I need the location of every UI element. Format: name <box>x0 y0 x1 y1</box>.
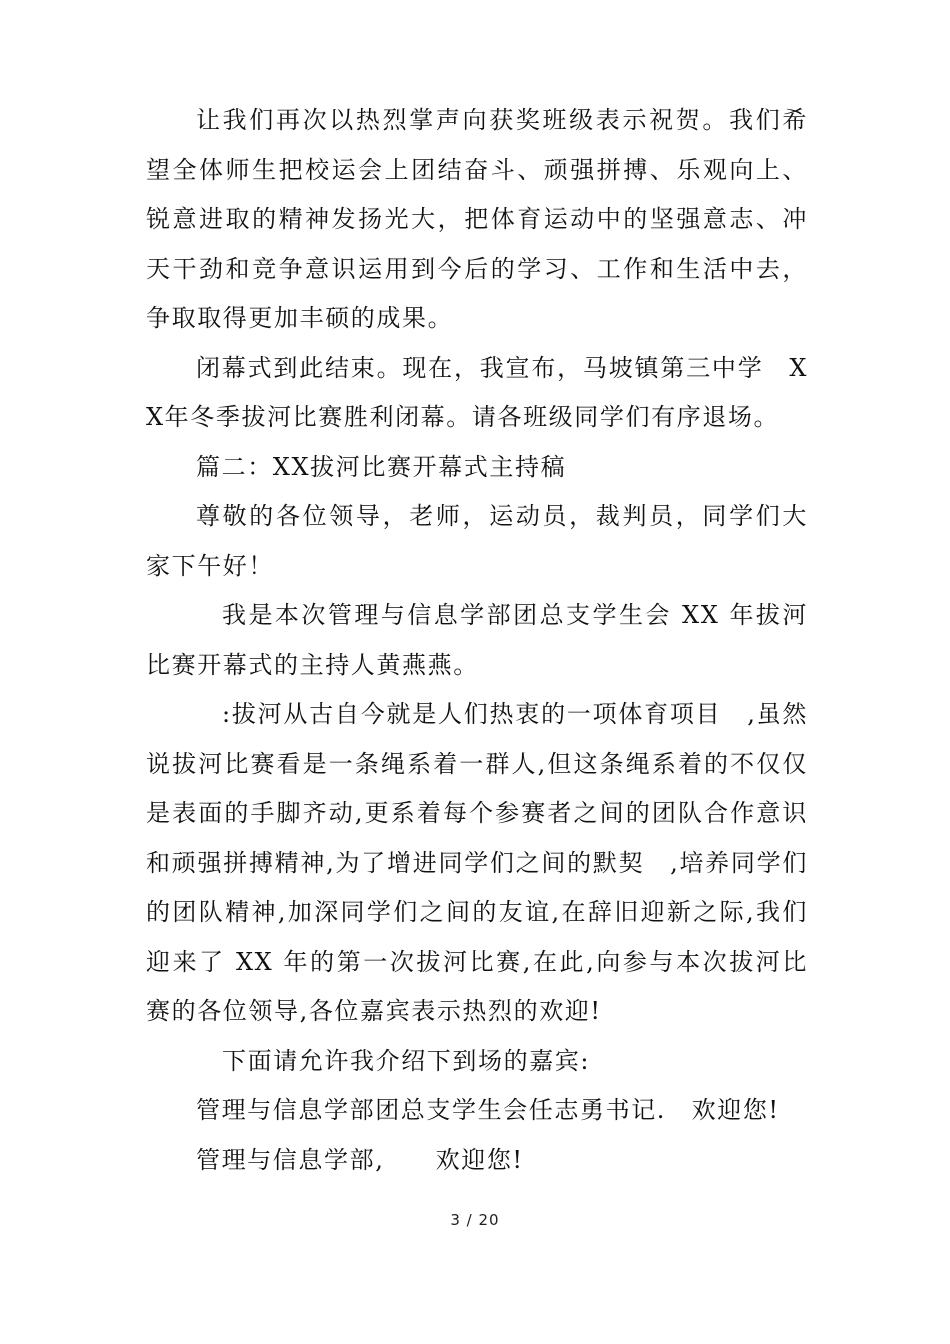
paragraph-host-introduction: 我是本次管理与信息学部团总支学生会 XX 年拔河比赛开幕式的主持人黄燕燕。 <box>146 601 808 679</box>
paragraph-guest-introduction: 下面请允许我介绍下到场的嘉宾: <box>222 1046 591 1075</box>
paragraph-congratulations: 让我们再次以热烈掌声向获奖班级表示祝贺。我们希望全体师生把校运会上团结奋斗、顽强拼搏、乐观向上、锐意进取的精神发扬光大，把体育运动中的坚强意志、冲天干劲和竞争意识运用到今后的学习、工作和生活中去，争取取得更加丰硕的成果。 <box>146 106 808 332</box>
paragraph-guest-1: 管理与信息学部团总支学生会任志勇书记. 欢迎您! <box>196 1096 780 1124</box>
document-body <box>146 96 808 1185</box>
paragraph-closing-announcement: 闭幕式到此结束。现在，我宣布，马坡镇第三中学 XX年冬季拔河比赛胜利闭幕。请各班级同学们有序退场。 <box>146 353 808 431</box>
paragraph-tug-of-war-description: :拔河从古自今就是人们热衷的一项体育项目 ,虽然说拔河比赛看是一条绳系着一群人,但这条绳系着的不仅仅是表面的手脚齐动,更系着每个参赛者之间的团队合作意识和顽强拼搏精神,为了增进同学们之间的默契 ,培养同学们的团队精神,加深同学们之间的友谊,在辞旧迎新之际,我们迎来了 XX 年的第一次拔河比赛,在此,向参与本次拔河比赛的各位领导,各位嘉宾表示热烈的欢迎! <box>146 700 808 1025</box>
paragraph-greeting: 尊敬的各位领导，老师，运动员，裁判员，同学们大家下午好！ <box>146 502 808 580</box>
section-heading: 篇二：XX拔河比赛开幕式主持稿 <box>196 452 567 481</box>
paragraph-guest-2: 管理与信息学部, 欢迎您! <box>196 1145 524 1174</box>
page-number: 3 / 20 <box>450 1211 500 1229</box>
